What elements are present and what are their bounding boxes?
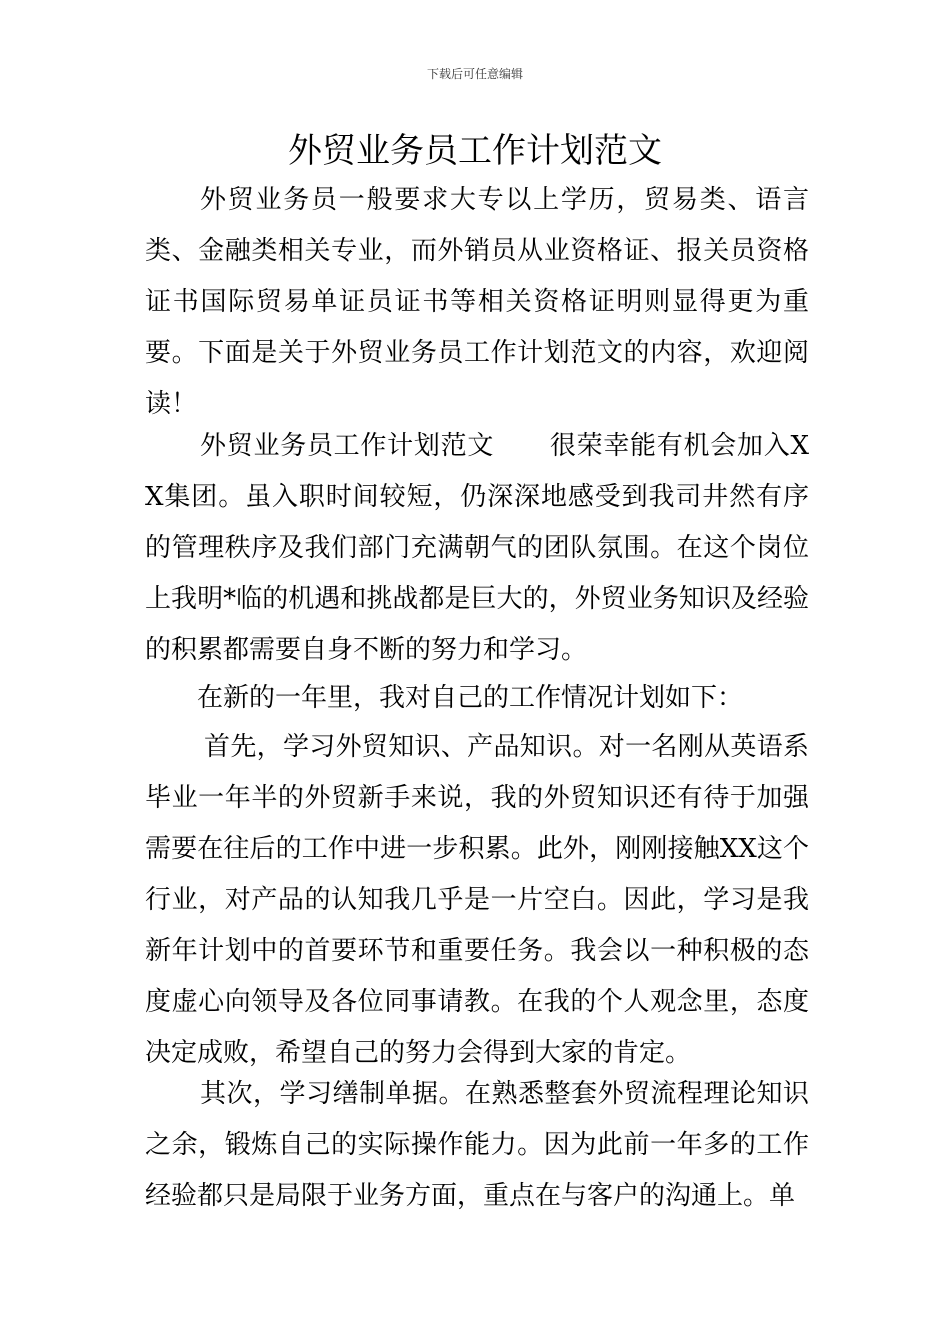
paragraph-intro: 外贸业务员一般要求大专以上学历，贸易类、语言类、金融类相关专业，而外销员从业资格证、报关员资格证书国际贸易单证员证书等相关资格证明则显得更为重要。下面是关于外贸业务员工作计划范文的内容，欢迎阅读！ <box>145 185 809 419</box>
paragraph-first: 首先，学习外贸知识、产品知识。对一名刚从英语系毕业一年半的外贸新手来说，我的外贸知识还有待于加强需要在往后的工作中进一步积累。此外，刚刚接触XX这个行业，对产品的认知我几乎是一片空白。因此，学习是我新年计划中的首要环节和重要任务。我会以一种积极的态度虚心向领导及各位同事请教。在我的个人观念里，态度决定成败，希望自己的努力会得到大家的肯定。 <box>145 732 809 1068</box>
document-title: 外贸业务员工作计划范文 <box>288 131 662 171</box>
paragraph-plan <box>145 421 809 676</box>
paragraph-second: 其次，学习缮制单据。在熟悉整套外贸流程理论知识之余，锻炼自己的实际操作能力。因为此前一年多的工作经验都只是局限于业务方面，重点在与客户的沟通上。单 <box>145 1079 809 1211</box>
plan-body: 很荣幸能有机会加入XX集团。虽入职时间较短，仍深深地感受到我司井然有序的管理秩序及我们部门充满朝气的团队氛围。在这个岗位上我明*临的机遇和挑战都是巨大的，外贸业务知识及经验的积累都需要自身不断的努力和学习。 <box>145 431 809 665</box>
paragraph-year-plan: 在新的一年里，我对自己的工作情况计划如下： <box>197 683 744 713</box>
plan-heading: 外贸业务员工作计划范文 <box>200 431 495 461</box>
page-header-note: 下载后可任意编辑 <box>426 67 523 81</box>
